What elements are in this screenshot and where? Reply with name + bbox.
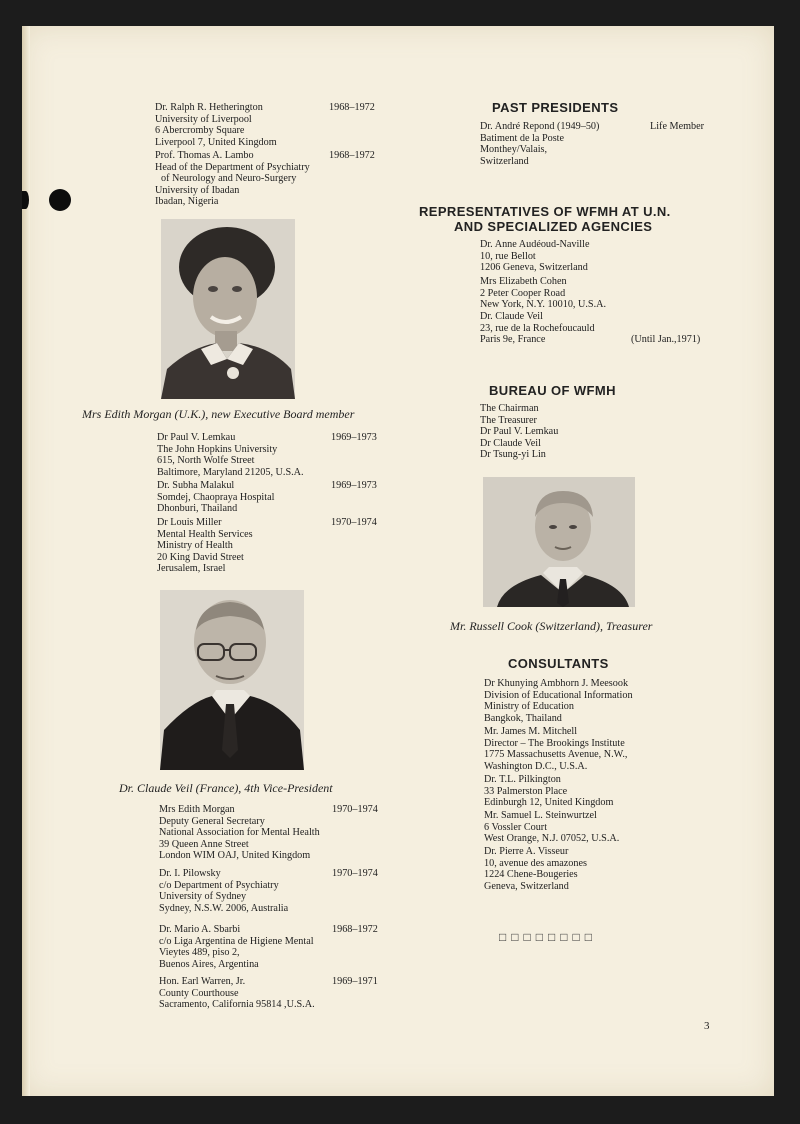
entry-line: 20 King David Street bbox=[157, 551, 244, 563]
entry-line: Geneva, Switzerland bbox=[484, 880, 569, 892]
entry-line: University of Liverpool bbox=[155, 113, 252, 125]
heading-bureau: BUREAU OF WFMH bbox=[489, 383, 616, 398]
entry-line: Vieytes 489, piso 2, bbox=[159, 947, 240, 959]
entry-line: Dr Paul V. Lemkau bbox=[480, 426, 559, 438]
consultant-entry bbox=[484, 846, 684, 892]
term-years: 1969–1973 bbox=[331, 432, 377, 443]
entry-line: 33 Palmerston Place bbox=[484, 785, 568, 797]
entry-line: Mr. Samuel L. Steinwurtzel bbox=[484, 810, 597, 821]
entry-line: 615, North Wolfe Street bbox=[157, 455, 255, 467]
photo-caption: Mrs Edith Morgan (U.K.), new Executive Board member bbox=[82, 407, 355, 421]
end-of-section-marks: □□□□□□□□ bbox=[499, 930, 597, 944]
entry-line: of Neurology and Neuro-Surgery bbox=[161, 173, 297, 185]
term-years: 1969–1973 bbox=[331, 480, 377, 491]
document-page bbox=[22, 26, 774, 1096]
entry-line: Monthey/Valais, bbox=[480, 144, 548, 156]
entry-line: Liverpool 7, United Kingdom bbox=[155, 136, 277, 148]
consultant-entry bbox=[484, 678, 684, 724]
entry-line: Somdej, Chaopraya Hospital bbox=[157, 491, 275, 503]
heading-representatives: REPRESENTATIVES OF WFMH AT U.N. bbox=[419, 204, 671, 219]
entry-line: New York, N.Y. 10010, U.S.A. bbox=[480, 299, 607, 311]
entry-line: Sydney, N.S.W. 2006, Australia bbox=[159, 902, 289, 914]
entry-line: 6 Vossler Court bbox=[484, 821, 548, 833]
portrait-photo-edith-morgan bbox=[161, 219, 295, 399]
entry-line: Buenos Aires, Argentina bbox=[159, 958, 259, 970]
entry-line: 10, avenue des amazones bbox=[484, 857, 587, 869]
entry-line: Mr. James M. Mitchell bbox=[484, 726, 578, 737]
entry-line: 1206 Geneva, Switzerland bbox=[480, 262, 588, 274]
page-spine bbox=[22, 26, 30, 1096]
entry-line: Dr Paul V. Lemkau bbox=[157, 432, 236, 443]
heading-representatives-line2: AND SPECIALIZED AGENCIES bbox=[454, 219, 653, 234]
entry-line: Edinburgh 12, United Kingdom bbox=[484, 797, 614, 809]
entry-line: Dr. T.L. Pilkington bbox=[484, 774, 561, 785]
entry-line: Dr Louis Miller bbox=[157, 517, 222, 528]
entry-line: Dr. I. Pilowsky bbox=[159, 868, 221, 879]
entry-line: Mrs Edith Morgan bbox=[159, 804, 235, 815]
entry-line: Ibadan, Nigeria bbox=[155, 196, 219, 208]
term-years: 1968–1972 bbox=[332, 924, 378, 935]
entry-line: University of Sydney bbox=[159, 891, 247, 903]
entry-line: 2 Peter Cooper Road bbox=[480, 287, 566, 299]
entry-line: Switzerland bbox=[480, 155, 529, 167]
entry-line: Deputy General Secretary bbox=[159, 815, 265, 827]
entry-line: Head of the Department of Psychiatry bbox=[155, 161, 310, 173]
entry-line: National Association for Mental Health bbox=[159, 827, 320, 839]
portrait-photo-russell-cook bbox=[483, 477, 635, 607]
representative-entry bbox=[480, 239, 680, 274]
entry-line: 1224 Chene-Bougeries bbox=[484, 869, 578, 881]
entry-line: Director – The Brookings Institute bbox=[484, 737, 625, 749]
entry-line: Bangkok, Thailand bbox=[484, 712, 562, 724]
past-president-entry bbox=[480, 121, 650, 167]
term-years: 1970–1974 bbox=[332, 804, 378, 815]
heading-consultants: CONSULTANTS bbox=[508, 656, 609, 671]
entry-line: Mrs Elizabeth Cohen bbox=[480, 276, 567, 287]
entry-line: The Treasurer bbox=[480, 414, 537, 426]
entry-line: Paris 9e, France bbox=[480, 334, 546, 346]
entry-line: Division of Educational Information bbox=[484, 689, 633, 701]
entry-line: Baltimore, Maryland 21205, U.S.A. bbox=[157, 466, 304, 478]
term-years: 1968–1972 bbox=[329, 150, 375, 161]
representative-entry bbox=[480, 276, 680, 311]
entry-line: Washington D.C., U.S.A. bbox=[484, 760, 588, 772]
page-number: 3 bbox=[704, 1020, 710, 1032]
punch-hole bbox=[49, 189, 71, 211]
entry-line: Mental Health Services bbox=[157, 528, 253, 540]
entry-line: The Chairman bbox=[480, 403, 539, 414]
entry-line: 6 Abercromby Square bbox=[155, 125, 245, 137]
photo-caption: Dr. Claude Veil (France), 4th Vice-President bbox=[119, 781, 333, 795]
entry-line: University of Ibadan bbox=[155, 184, 240, 196]
entry-line: Dr. Claude Veil bbox=[480, 311, 543, 322]
term-years: 1969–1971 bbox=[332, 976, 378, 987]
entry-line: Dr. Pierre A. Visseur bbox=[484, 846, 569, 857]
entry-line: 39 Queen Anne Street bbox=[159, 838, 249, 850]
consultant-entry bbox=[484, 810, 684, 845]
entry-line: West Orange, N.J. 07052, U.S.A. bbox=[484, 833, 620, 845]
consultant-entry bbox=[484, 726, 684, 772]
entry-line: Ministry of Education bbox=[484, 701, 574, 713]
life-member-note: Life Member bbox=[650, 121, 705, 132]
entry-line: Prof. Thomas A. Lambo bbox=[155, 150, 254, 161]
entry-line: Dr Khunying Ambhorn J. Meesook bbox=[484, 678, 629, 689]
entry-line: Dr. Ralph R. Hetherington bbox=[155, 102, 263, 113]
entry-line: Dr Tsung-yi Lin bbox=[480, 449, 546, 461]
entry-line: Hon. Earl Warren, Jr. bbox=[159, 976, 246, 987]
photo-caption: Mr. Russell Cook (Switzerland), Treasurer bbox=[450, 619, 653, 633]
entry-line: 1775 Massachusetts Avenue, N.W., bbox=[484, 749, 628, 761]
entry-line: Dr Claude Veil bbox=[480, 437, 541, 449]
entry-line: Dr. Anne Audéoud-Naville bbox=[480, 239, 590, 250]
binding-mark bbox=[22, 191, 29, 209]
entry-line: Ministry of Health bbox=[157, 540, 233, 552]
portrait-photo-claude-veil bbox=[160, 590, 304, 770]
entry-line: 10, rue Bellot bbox=[480, 250, 536, 262]
entry-line: County Courthouse bbox=[159, 987, 239, 999]
heading-past-presidents: PAST PRESIDENTS bbox=[492, 100, 619, 115]
entry-line: Dr. André Repond (1949–50) bbox=[480, 121, 600, 132]
term-years: 1968–1972 bbox=[329, 102, 375, 113]
consultant-entry bbox=[484, 774, 684, 809]
entry-line: Dhonburi, Thailand bbox=[157, 503, 238, 515]
entry-line: Batiment de la Poste bbox=[480, 132, 565, 144]
entry-line: London WIM OAJ, United Kingdom bbox=[159, 850, 311, 862]
entry-line: Sacramento, California 95814 ,U.S.A. bbox=[159, 999, 315, 1011]
entry-line: Dr. Subha Malakul bbox=[157, 480, 235, 491]
until-note: (Until Jan.,1971) bbox=[631, 334, 701, 345]
entry-line: The John Hopkins University bbox=[157, 443, 278, 455]
entry-line: c/o Department of Psychiatry bbox=[159, 879, 279, 891]
entry-line: Dr. Mario A. Sbarbi bbox=[159, 924, 241, 935]
bureau-list bbox=[480, 403, 650, 461]
term-years: 1970–1974 bbox=[331, 517, 377, 528]
entry-line: 23, rue de la Rochefoucauld bbox=[480, 322, 595, 334]
entry-line: c/o Liga Argentina de Higiene Mental bbox=[159, 935, 314, 947]
entry-line: Jerusalem, Israel bbox=[157, 563, 226, 575]
term-years: 1970–1974 bbox=[332, 868, 378, 879]
